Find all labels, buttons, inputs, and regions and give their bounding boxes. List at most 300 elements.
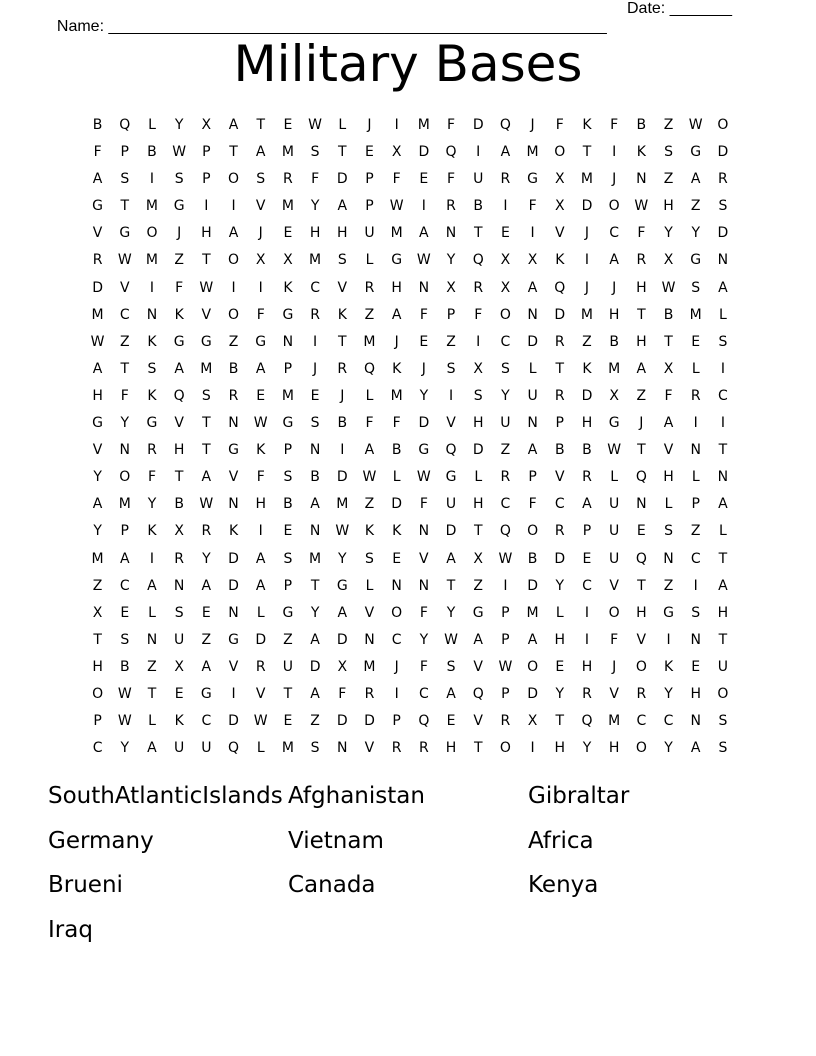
grid-letter: Q xyxy=(635,550,647,567)
grid-letter: T xyxy=(473,225,483,242)
grid-letter: K xyxy=(147,387,157,404)
grid-letter: K xyxy=(228,523,239,540)
grid-letter: U xyxy=(609,523,620,540)
grid-letter: H xyxy=(554,631,566,648)
grid-letter: O xyxy=(527,523,539,540)
grid-letter: F xyxy=(147,469,156,486)
grid-letter: O xyxy=(717,117,729,133)
grid-letter: E xyxy=(419,333,429,350)
grid-letter: D xyxy=(527,577,538,594)
grid-letter: G xyxy=(282,604,294,621)
grid-letter: H xyxy=(636,333,647,350)
grid-letter: O xyxy=(717,685,729,702)
grid-letter: T xyxy=(338,144,347,161)
grid-letter: W xyxy=(253,415,268,432)
grid-letter: D xyxy=(228,577,239,594)
grid-letter: A xyxy=(228,117,239,133)
grid-letter: H xyxy=(636,279,647,296)
grid-letter: K xyxy=(174,713,184,730)
grid-letter: I xyxy=(231,685,236,702)
grid-letter: S xyxy=(473,387,483,404)
grid-letter: M xyxy=(526,604,539,621)
grid-letter: M xyxy=(417,117,430,133)
grid-letter: P xyxy=(120,523,129,540)
grid-letter: T xyxy=(338,333,347,350)
grid-letter: S xyxy=(310,144,320,161)
grid-letter: O xyxy=(608,604,620,621)
grid-letter: F xyxy=(610,117,619,133)
grid-letter: M xyxy=(363,658,376,675)
grid-letter: D xyxy=(364,713,375,730)
grid-letter: H xyxy=(581,658,593,675)
grid-letter: A xyxy=(174,360,184,377)
word-list-item: Vietnam xyxy=(288,827,384,854)
grid-letter: D xyxy=(581,198,593,215)
grid-letter: J xyxy=(394,333,399,350)
grid-letter: I xyxy=(394,685,399,702)
grid-letter: F xyxy=(419,496,428,513)
grid-letter: G xyxy=(282,306,294,323)
grid-letter: Z xyxy=(364,496,375,513)
grid-letter: L xyxy=(365,252,374,269)
grid-letter: G xyxy=(200,333,212,350)
grid-letter: Z xyxy=(690,198,701,215)
grid-letter: B xyxy=(527,550,538,567)
grid-letter: G xyxy=(92,198,104,215)
grid-letter: A xyxy=(582,496,592,513)
grid-letter: B xyxy=(609,333,619,350)
grid-letter: X xyxy=(201,117,212,133)
grid-letter: S xyxy=(174,604,184,621)
grid-letter: S xyxy=(174,171,184,188)
grid-letter: S xyxy=(718,713,728,730)
grid-letter: I xyxy=(693,415,698,432)
grid-letter: S xyxy=(310,415,320,432)
grid-letter: P xyxy=(392,713,401,730)
grid-letter: L xyxy=(256,740,265,757)
grid-letter: P xyxy=(283,360,293,377)
grid-letter: X xyxy=(283,252,293,269)
grid-letter: M xyxy=(309,550,322,567)
grid-letter: N xyxy=(173,577,185,594)
grid-letter: B xyxy=(92,117,103,133)
grid-letter: E xyxy=(555,658,565,675)
grid-letter: X xyxy=(391,144,402,161)
grid-letter: Q xyxy=(472,685,484,702)
grid-letter: G xyxy=(690,144,702,161)
grid-letter: W xyxy=(117,713,132,730)
grid-letter: H xyxy=(472,496,484,513)
grid-letter: U xyxy=(445,496,457,513)
grid-letter: J xyxy=(612,279,617,296)
grid-letter: Y xyxy=(120,415,130,432)
grid-letter: F xyxy=(256,469,265,486)
grid-letter: R xyxy=(500,469,511,486)
grid-letter: O xyxy=(527,658,539,675)
grid-letter: X xyxy=(92,604,103,621)
grid-letter: V xyxy=(554,225,565,242)
grid-letter: C xyxy=(310,279,320,296)
grid-letter: W xyxy=(90,333,105,350)
grid-letter: B xyxy=(554,442,565,459)
grid-letter: D xyxy=(228,550,239,567)
grid-letter: C xyxy=(554,496,565,513)
grid-letter: A xyxy=(446,685,456,702)
grid-letter: W xyxy=(362,469,377,486)
grid-letter: C xyxy=(636,713,647,730)
grid-letter: D xyxy=(92,279,103,296)
grid-letter: A xyxy=(391,306,402,323)
grid-letter: J xyxy=(340,387,345,404)
grid-letter: M xyxy=(336,496,349,513)
grid-letter: T xyxy=(310,577,320,594)
grid-letter: I xyxy=(394,117,399,133)
grid-letter: W xyxy=(117,252,132,269)
grid-letter: Z xyxy=(500,442,511,459)
grid-letter: B xyxy=(228,360,239,377)
grid-letter: R xyxy=(391,740,402,757)
grid-letter: G xyxy=(391,252,403,269)
word-list-item: SouthAtlanticIslands xyxy=(48,783,283,809)
grid-letter: F xyxy=(419,604,428,621)
grid-letter: B xyxy=(473,198,484,215)
grid-letter: Z xyxy=(663,577,674,594)
grid-letter: M xyxy=(200,360,213,377)
grid-letter: O xyxy=(608,198,620,215)
grid-letter: V xyxy=(364,604,375,621)
grid-letter: L xyxy=(365,577,374,594)
grid-letter: D xyxy=(336,469,348,486)
grid-letter: A xyxy=(228,225,239,242)
grid-letter: K xyxy=(555,252,565,269)
grid-letter: H xyxy=(201,225,212,242)
grid-letter: N xyxy=(282,333,294,350)
grid-letter: O xyxy=(391,604,403,621)
grid-letter: Z xyxy=(446,333,456,350)
grid-letter: K xyxy=(663,658,674,675)
grid-letter: P xyxy=(202,171,211,188)
grid-letter: I xyxy=(340,442,345,459)
grid-letter: I xyxy=(231,198,236,215)
grid-letter: S xyxy=(120,171,130,188)
grid-letter: A xyxy=(92,171,103,188)
grid-letter: X xyxy=(500,279,511,296)
grid-letter: M xyxy=(526,144,539,161)
word-list-item: Africa xyxy=(528,827,594,854)
grid-letter: G xyxy=(472,604,484,621)
grid-letter: E xyxy=(283,117,293,133)
grid-letter: X xyxy=(500,252,511,269)
grid-letter: M xyxy=(608,713,621,730)
grid-letter: T xyxy=(555,713,565,730)
grid-letter: G xyxy=(119,225,131,242)
grid-letter: U xyxy=(174,631,185,648)
grid-letter: Y xyxy=(664,740,673,757)
grid-letter: W xyxy=(172,144,187,161)
grid-letter: V xyxy=(446,415,456,432)
grid-letter: N xyxy=(418,523,430,540)
grid-letter: T xyxy=(446,577,456,594)
grid-letter: E xyxy=(256,387,266,404)
grid-letter: D xyxy=(554,306,566,323)
grid-letter: K xyxy=(147,523,157,540)
grid-letter: H xyxy=(92,387,103,404)
grid-letter: J xyxy=(584,225,590,242)
grid-letter: T xyxy=(174,469,184,486)
grid-letter: A xyxy=(364,442,375,459)
grid-letter: I xyxy=(503,577,508,594)
grid-letter: Y xyxy=(174,117,184,133)
grid-letter: A xyxy=(419,225,429,242)
grid-letter: I xyxy=(448,387,454,404)
grid-letter: T xyxy=(718,550,728,567)
grid-letter: W xyxy=(253,713,268,730)
grid-letter: G xyxy=(92,415,104,432)
word-list-item: Brueni xyxy=(48,872,123,898)
grid-letter: D xyxy=(554,550,566,567)
grid-letter: E xyxy=(120,604,130,621)
grid-letter: O xyxy=(228,306,240,323)
grid-letter: O xyxy=(228,252,240,269)
grid-letter: Q xyxy=(363,360,375,377)
grid-letter: F xyxy=(311,171,320,188)
grid-letter: R xyxy=(92,252,103,269)
grid-letter: O xyxy=(635,740,647,757)
grid-letter: X xyxy=(446,279,456,296)
grid-letter: F xyxy=(474,306,483,323)
grid-letter: K xyxy=(174,306,184,323)
grid-letter: S xyxy=(691,279,701,296)
grid-letter: B xyxy=(337,415,348,432)
grid-letter: S xyxy=(446,658,456,675)
grid-letter: H xyxy=(608,740,620,757)
grid-letter: P xyxy=(691,496,700,513)
grid-letter: U xyxy=(609,550,620,567)
grid-letter: H xyxy=(309,225,321,242)
grid-letter: L xyxy=(719,523,727,540)
grid-letter: I xyxy=(476,144,481,161)
grid-letter: R xyxy=(228,387,239,404)
grid-letter: A xyxy=(527,442,538,459)
grid-letter: Z xyxy=(119,333,130,350)
grid-letter: P xyxy=(446,306,456,323)
grid-letter: A xyxy=(500,144,511,161)
grid-letter: G xyxy=(146,415,158,432)
grid-letter: E xyxy=(691,333,701,350)
grid-letter: C xyxy=(500,496,511,513)
grid-letter: I xyxy=(231,279,236,296)
grid-letter: I xyxy=(584,631,590,648)
grid-letter: E xyxy=(636,523,646,540)
grid-letter: I xyxy=(612,144,617,161)
grid-letter: K xyxy=(147,333,157,350)
grid-letter: V xyxy=(119,279,130,296)
grid-letter: P xyxy=(582,523,592,540)
grid-letter: P xyxy=(555,415,564,432)
grid-letter: F xyxy=(392,171,401,188)
grid-letter: Z xyxy=(364,306,375,323)
grid-letter: V xyxy=(473,658,483,675)
grid-letter: S xyxy=(446,360,456,377)
grid-letter: A xyxy=(255,577,266,594)
grid-letter: S xyxy=(718,333,728,350)
grid-letter: V xyxy=(609,577,619,594)
grid-letter: X xyxy=(609,387,619,404)
grid-letter: Z xyxy=(663,171,674,188)
grid-letter: X xyxy=(527,713,538,730)
grid-letter: S xyxy=(310,740,320,757)
grid-letter: F xyxy=(338,685,347,702)
grid-letter: V xyxy=(255,198,266,215)
grid-letter: Q xyxy=(445,144,457,161)
grid-letter: T xyxy=(718,442,728,459)
grid-letter: H xyxy=(663,469,674,486)
grid-letter: N xyxy=(119,442,131,459)
grid-letter: G xyxy=(445,469,457,486)
grid-letter: E xyxy=(500,225,510,242)
grid-letter: P xyxy=(501,604,510,621)
grid-letter: X xyxy=(554,198,565,215)
grid-letter: C xyxy=(718,387,728,404)
grid-letter: T xyxy=(637,577,646,594)
grid-letter: I xyxy=(204,198,209,215)
grid-letter: W xyxy=(335,523,350,540)
grid-letter: Q xyxy=(581,713,593,730)
grid-letter: W xyxy=(199,279,214,296)
grid-letter: H xyxy=(717,604,729,621)
grid-letter: Z xyxy=(582,333,592,350)
grid-letter: W xyxy=(117,685,132,702)
grid-letter: M xyxy=(118,496,131,513)
grid-letter: P xyxy=(501,631,510,648)
grid-letter: C xyxy=(92,740,103,757)
grid-letter: R xyxy=(310,306,320,323)
grid-letter: C xyxy=(201,713,212,730)
grid-letter: V xyxy=(473,713,483,730)
grid-letter: N xyxy=(391,577,402,594)
grid-letter: W xyxy=(416,469,431,486)
grid-letter: N xyxy=(146,631,158,648)
word-list-item: Iraq xyxy=(48,916,93,943)
grid-letter: D xyxy=(472,117,484,133)
word-list-item: Germany xyxy=(48,827,154,854)
grid-letter: M xyxy=(309,252,322,269)
grid-letter: F xyxy=(610,631,619,648)
grid-letter: G xyxy=(228,631,239,648)
grid-letter: I xyxy=(720,360,725,377)
grid-letter: T xyxy=(202,252,211,269)
grid-letter: N xyxy=(527,415,538,432)
grid-letter: Y xyxy=(446,252,456,269)
grid-letter: V xyxy=(92,442,103,459)
grid-letter: F xyxy=(637,225,646,242)
grid-letter: L xyxy=(365,387,374,404)
grid-letter: J xyxy=(367,117,372,133)
grid-letter: P xyxy=(365,198,374,215)
grid-letter: A xyxy=(663,415,674,432)
grid-letter: K xyxy=(364,523,375,540)
grid-letter: R xyxy=(174,550,185,567)
grid-letter: K xyxy=(256,442,266,459)
grid-letter: X xyxy=(554,171,565,188)
grid-letter: Y xyxy=(93,523,102,540)
grid-letter: L xyxy=(719,306,727,323)
grid-letter: X xyxy=(174,658,184,675)
grid-letter: E xyxy=(283,225,293,242)
grid-letter: X xyxy=(337,658,348,675)
grid-letter: G xyxy=(173,333,185,350)
grid-letter: E xyxy=(283,523,293,540)
grid-letter: B xyxy=(147,144,157,161)
grid-letter: A xyxy=(255,144,266,161)
grid-letter: J xyxy=(313,360,318,377)
grid-letter: M xyxy=(363,333,376,350)
grid-letter: B xyxy=(174,496,184,513)
grid-letter: R xyxy=(283,171,293,188)
grid-letter: D xyxy=(581,387,593,404)
grid-letter: N xyxy=(418,279,430,296)
grid-letter: K xyxy=(582,360,592,377)
grid-letter: G xyxy=(228,442,239,459)
grid-letter: R xyxy=(582,469,592,486)
grid-letter: A xyxy=(201,469,212,486)
grid-letter: R xyxy=(201,523,212,540)
grid-letter: R xyxy=(554,387,565,404)
grid-letter: L xyxy=(148,117,156,133)
grid-letter: P xyxy=(365,171,374,188)
grid-letter: V xyxy=(174,415,184,432)
grid-letter: E xyxy=(283,713,293,730)
grid-letter: B xyxy=(283,496,293,513)
grid-letter: U xyxy=(364,225,375,242)
grid-letter: I xyxy=(584,604,590,621)
grid-letter: W xyxy=(199,496,214,513)
grid-letter: A xyxy=(690,171,701,188)
grid-letter: O xyxy=(499,740,511,757)
grid-letter: Y xyxy=(582,740,592,757)
grid-letter: Y xyxy=(147,496,157,513)
grid-letter: R xyxy=(718,171,728,188)
grid-letter: U xyxy=(282,658,294,675)
grid-letter: B xyxy=(636,117,647,133)
grid-letter: Y xyxy=(202,550,211,567)
grid-letter: Q xyxy=(472,252,484,269)
grid-letter: Q xyxy=(418,713,430,730)
grid-letter: U xyxy=(201,740,212,757)
grid-letter: A xyxy=(473,631,483,648)
grid-letter: M xyxy=(281,387,294,404)
grid-letter: D xyxy=(391,496,403,513)
grid-letter: Z xyxy=(92,577,103,594)
grid-letter: Z xyxy=(228,333,239,350)
grid-letter: C xyxy=(690,550,701,567)
grid-letter: Z xyxy=(636,387,647,404)
header-fields xyxy=(48,0,748,35)
grid-letter: I xyxy=(503,198,508,215)
grid-letter: T xyxy=(120,198,130,215)
grid-letter: W xyxy=(661,279,676,296)
grid-letter: F xyxy=(447,117,456,133)
grid-letter: V xyxy=(609,685,619,702)
grid-letter: I xyxy=(258,279,263,296)
grid-letter: N xyxy=(228,415,239,432)
grid-letter: G xyxy=(608,415,620,432)
grid-letter: L xyxy=(338,117,347,133)
grid-letter: N xyxy=(228,496,239,513)
grid-letter: Q xyxy=(499,523,511,540)
grid-letter: N xyxy=(527,306,538,323)
grid-letter: W xyxy=(498,658,513,675)
